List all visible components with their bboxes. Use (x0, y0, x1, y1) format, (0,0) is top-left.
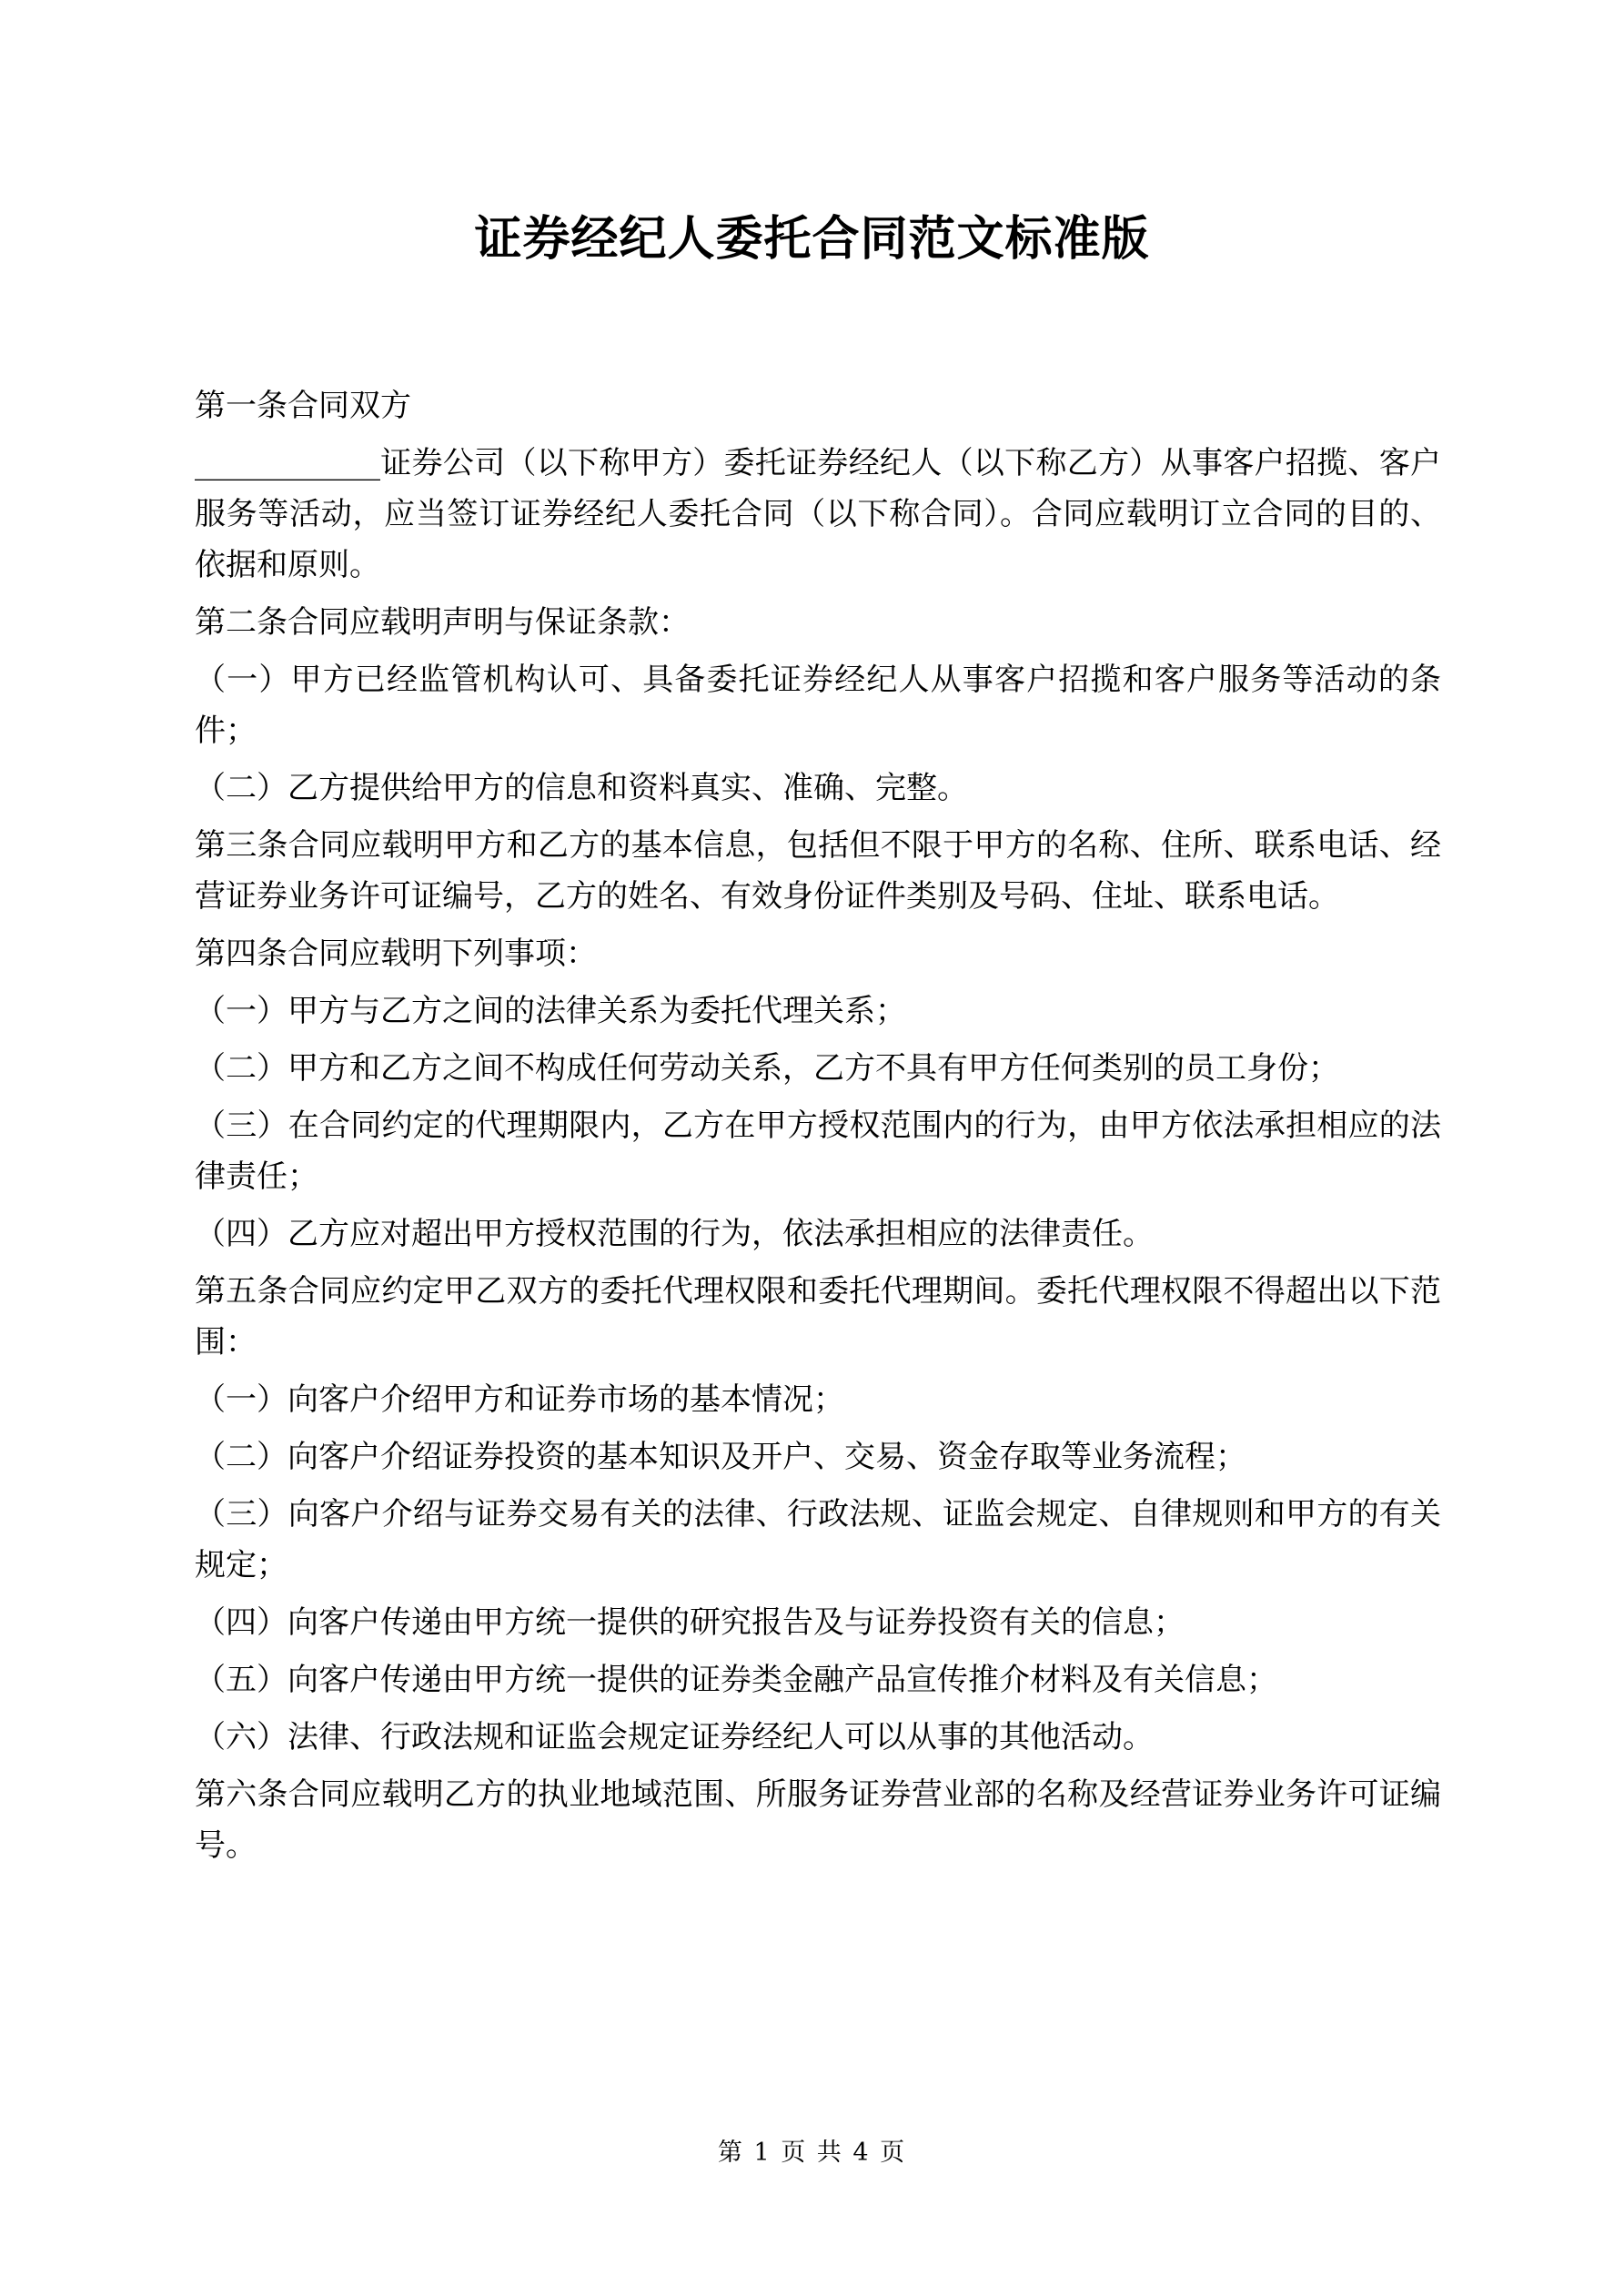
article-1-body (195, 438, 1441, 591)
article-4-item: （四）乙方应对超出甲方授权范围的行为，依法承担相应的法律责任。 (195, 1216, 1154, 1252)
page-number-footer: 第 1 页 共 4 页 (717, 2139, 907, 2167)
article-5-item: （六）法律、行政法规和证监会规定证券经纪人可以从事的其他活动。 (195, 1719, 1154, 1755)
article-5-item: （二）向客户介绍证券投资的基本知识及开户、交易、资金存取等业务流程； (195, 1439, 1246, 1475)
article-6: 第六条合同应载明乙方的执业地域范围、所服务证券营业部的名称及经营证券业务许可证编号。 (195, 1776, 1441, 1864)
blank-fill-line: ____________ (195, 445, 380, 481)
article-4-item: （三）在合同约定的代理期限内，乙方在甲方授权范围内的行为，由甲方依法承担相应的法律责任； (195, 1108, 1441, 1195)
article-5-item: （三）向客户介绍与证券交易有关的法律、行政法规、证监会规定、自律规则和甲方的有关规定； (195, 1496, 1441, 1583)
article-4-heading: 第四条合同应载明下列事项： (195, 936, 597, 972)
article-5-item: （一）向客户介绍甲方和证券市场的基本情况； (195, 1381, 844, 1418)
article-4-item: （二）甲方和乙方之间不构成任何劳动关系，乙方不具有甲方任何类别的员工身份； (195, 1050, 1339, 1087)
document-title: 证券经纪人委托合同范文标准版 (474, 212, 1150, 267)
article-2-item: （一）甲方已经监管机构认可、具备委托证券经纪人从事客户招揽和客户服务等活动的条件； (195, 662, 1441, 749)
document-body (195, 380, 1441, 1877)
article-4-item: （一）甲方与乙方之间的法律关系为委托代理关系； (195, 993, 906, 1029)
article-1-body-text: 证券公司（以下称甲方）委托证券经纪人（以下称乙方）从事客户招揽、客户服务等活动，应当签订证券经纪人委托合同（以下称合同）。合同应载明订立合同的目的、依据和原则。 (195, 445, 1441, 583)
article-5-heading: 第五条合同应约定甲乙双方的委托代理权限和委托代理期间。委托代理权限不得超出以下范围： (195, 1273, 1441, 1360)
article-5-item: （五）向客户传递由甲方统一提供的证券类金融产品宣传推介材料及有关信息； (195, 1662, 1277, 1698)
article-3: 第三条合同应载明甲方和乙方的基本信息，包括但不限于甲方的名称、住所、联系电话、经营证券业务许可证编号，乙方的姓名、有效身份证件类别及号码、住址、联系电话。 (195, 827, 1441, 915)
article-5-item: （四）向客户传递由甲方统一提供的研究报告及与证券投资有关的信息； (195, 1604, 1185, 1641)
article-2-item: （二）乙方提供给甲方的信息和资料真实、准确、完整。 (195, 770, 968, 806)
article-1-heading: 第一条合同双方 (195, 388, 411, 424)
article-2-heading: 第二条合同应载明声明与保证条款： (195, 604, 690, 641)
